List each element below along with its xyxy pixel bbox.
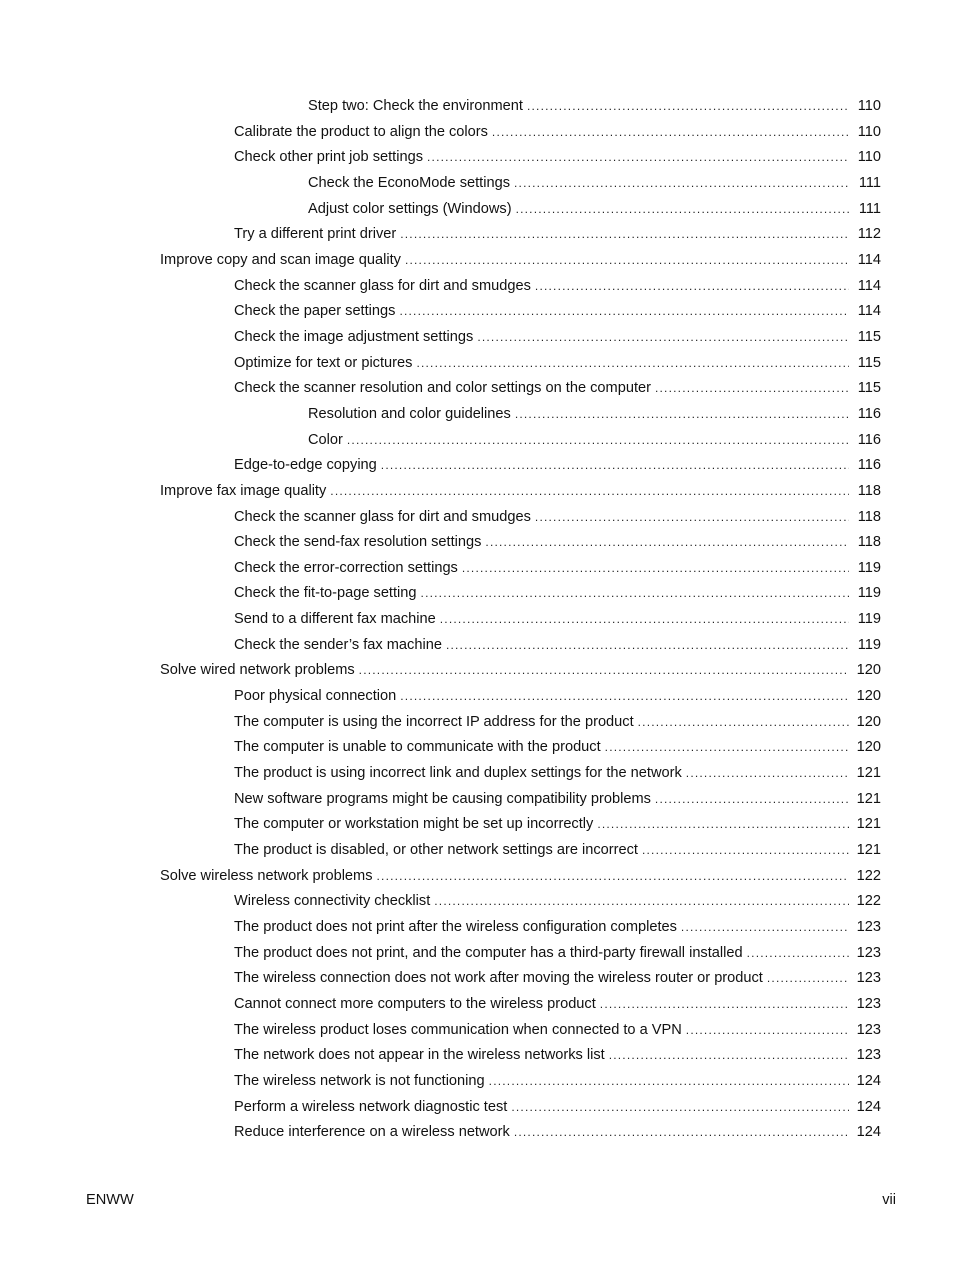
toc-entry-title: Edge-to-edge copying [234,457,377,474]
toc-entry[interactable] [0,889,954,915]
toc-entry-page-number: 116 [857,431,881,448]
toc-dot-leader [421,581,849,607]
toc-entry-title: Wireless connectivity checklist [234,893,431,910]
toc-entry-page-number: 118 [857,534,881,551]
toc-dot-leader [597,812,849,838]
toc-entry[interactable] [0,684,954,710]
toc-entry-title: Perform a wireless network diagnostic test [234,1098,508,1115]
toc-entry-page-number: 123 [856,995,881,1012]
toc-entry[interactable] [0,1095,954,1121]
toc-dot-leader [416,351,849,377]
toc-entry[interactable] [0,222,954,248]
toc-entry-page-number: 115 [857,380,881,397]
toc-entry[interactable] [0,1018,954,1044]
toc-dot-leader [485,530,849,556]
toc-entry-page-number: 111 [858,174,881,191]
toc-entry-title: Improve copy and scan image quality [160,251,401,268]
toc-entry-title: The computer or workstation might be set up incorrectly [234,816,594,833]
toc-entry-page-number: 116 [857,405,881,422]
toc-entry-page-number: 124 [856,1124,881,1141]
toc-dot-leader [535,505,849,531]
toc-entry[interactable] [0,1120,954,1146]
toc-entry[interactable] [0,505,954,531]
toc-dot-leader [535,274,849,300]
toc-entry-title: Check the scanner glass for dirt and smudges [234,277,531,294]
toc-entry[interactable] [0,812,954,838]
toc-entry-title: Check the error-correction settings [234,559,458,576]
toc-entry-title: Improve fax image quality [160,482,327,499]
toc-entry[interactable] [0,556,954,582]
toc-entry-page-number: 123 [856,919,881,935]
toc-entry-page-number: 120 [856,688,881,705]
toc-entry-title: Check the fit-to-page setting [234,585,417,602]
toc-entry[interactable] [0,992,954,1018]
toc-entry-page-number: 121 [856,765,881,782]
toc-entry[interactable] [0,428,954,454]
toc-entry-title: Resolution and color guidelines [308,405,511,422]
toc-entry-page-number: 112 [857,226,881,243]
toc-entry-page-number: 123 [856,970,881,987]
toc-dot-leader [655,376,849,402]
toc-entry-page-number: 111 [858,200,881,217]
footer-page-number: vii [882,1192,896,1208]
toc-dot-leader [514,171,849,197]
toc-dot-leader [330,479,849,505]
toc-entry[interactable] [0,915,954,941]
toc-dot-leader [767,966,849,992]
toc-entry-page-number: 119 [857,559,881,576]
toc-entry-title: The product is disabled, or other network settings are incorrect [234,842,638,859]
toc-entry-title: Solve wireless network problems [160,867,373,884]
toc-entry-title: The product is using incorrect link and duplex settings for the network [234,765,682,782]
toc-dot-leader [609,1043,849,1069]
toc-entry-page-number: 124 [856,1098,881,1115]
toc-entry-page-number: 115 [857,354,881,371]
toc-entry[interactable] [0,941,954,967]
toc-dot-leader [686,761,849,787]
toc-entry-page-number: 120 [856,662,881,679]
toc-entry-title: Send to a different fax machine [234,611,436,628]
toc-entry[interactable] [0,607,954,633]
toc-entry[interactable] [0,94,954,120]
toc-entry[interactable] [0,325,954,351]
toc-entry-title: Optimize for text or pictures [234,354,413,371]
toc-entry-title: Color [308,431,343,448]
toc-entry-page-number: 122 [856,893,881,910]
toc-entry-page-number: 114 [857,251,881,268]
toc-entry[interactable] [0,376,954,402]
toc-entry-title: Check the send-fax resolution settings [234,534,482,551]
toc-entry[interactable] [0,197,954,223]
toc-entry[interactable] [0,145,954,171]
toc-dot-leader [605,735,849,761]
toc-dot-leader [400,222,849,248]
toc-dot-leader [492,120,849,146]
toc-dot-leader [681,915,849,941]
toc-entry-title: Step two: Check the environment [308,98,523,114]
toc-entry-title: Reduce interference on a wireless network [234,1124,510,1141]
toc-dot-leader [347,428,849,454]
toc-dot-leader [359,658,849,684]
toc-dot-leader [600,992,849,1018]
toc-dot-leader [477,325,849,351]
toc-dot-leader [747,941,849,967]
toc-dot-leader [515,402,849,428]
toc-dot-leader [377,864,849,890]
toc-dot-leader [399,299,849,325]
toc-dot-leader [400,684,849,710]
toc-dot-leader [405,248,849,274]
toc-entry[interactable] [0,453,954,479]
toc-entry[interactable] [0,171,954,197]
toc-entry[interactable] [0,530,954,556]
toc-entry-page-number: 110 [857,123,881,140]
toc-entry-title: New software programs might be causing compatibility problems [234,790,651,807]
toc-entry-title: The network does not appear in the wireless networks list [234,1047,605,1064]
toc-dot-leader [511,1095,849,1121]
toc-entry-title: Try a different print driver [234,226,397,243]
toc-dot-leader [686,1018,849,1044]
toc-entry[interactable] [0,299,954,325]
toc-entry-title: Adjust color settings (Windows) [308,200,512,217]
toc-entry[interactable] [0,351,954,377]
toc-entry-title: Check the scanner glass for dirt and smudges [234,508,531,525]
toc-entry-title: The computer is unable to communicate with the product [234,739,601,756]
toc-entry-page-number: 115 [857,328,881,345]
toc-entry-title: The product does not print after the wireless configuration completes [234,919,677,935]
toc-entry-title: Check the image adjustment settings [234,328,474,345]
table-of-contents [0,94,954,1146]
toc-dot-leader [514,1120,849,1146]
toc-entry-page-number: 114 [857,303,881,320]
toc-entry-page-number: 119 [857,611,881,628]
toc-entry-page-number: 123 [856,1021,881,1038]
toc-entry[interactable] [0,248,954,274]
toc-dot-leader [440,607,849,633]
toc-dot-leader [655,787,849,813]
toc-dot-leader [462,556,849,582]
toc-entry-page-number: 120 [856,713,881,730]
toc-entry[interactable] [0,710,954,736]
toc-entry-page-number: 110 [857,98,881,114]
toc-entry-title: Poor physical connection [234,688,397,705]
toc-entry[interactable] [0,838,954,864]
toc-entry-title: The wireless product loses communication when connected to a VPN [234,1021,682,1038]
toc-entry[interactable] [0,120,954,146]
toc-entry[interactable] [0,274,954,300]
toc-entry[interactable] [0,479,954,505]
toc-entry[interactable] [0,761,954,787]
toc-dot-leader [489,1069,849,1095]
toc-entry-page-number: 123 [856,1047,881,1064]
toc-entry[interactable] [0,1043,954,1069]
toc-entry-page-number: 121 [856,790,881,807]
toc-entry-title: Solve wired network problems [160,662,355,679]
toc-entry-title: Check the paper settings [234,303,396,320]
toc-entry[interactable] [0,402,954,428]
toc-entry[interactable] [0,787,954,813]
toc-dot-leader [434,889,849,915]
toc-dot-leader [516,197,849,223]
toc-entry-page-number: 119 [857,585,881,602]
toc-dot-leader [527,94,849,120]
toc-entry[interactable] [0,658,954,684]
toc-entry-page-number: 118 [857,508,881,525]
toc-entry-page-number: 124 [856,1072,881,1089]
toc-dot-leader [642,838,849,864]
toc-entry-title: The computer is using the incorrect IP address for the product [234,713,634,730]
toc-entry[interactable] [0,1069,954,1095]
toc-entry-title: Check the sender’s fax machine [234,636,442,653]
toc-entry-title: The wireless connection does not work after moving the wireless router or product [234,970,763,987]
toc-dot-leader [427,145,849,171]
toc-entry-title: The wireless network is not functioning [234,1072,485,1089]
toc-entry[interactable] [0,966,954,992]
toc-entry-page-number: 119 [857,636,881,653]
toc-entry-page-number: 121 [856,842,881,859]
toc-entry-page-number: 110 [857,149,881,166]
toc-dot-leader [446,633,849,659]
toc-entry[interactable] [0,735,954,761]
toc-entry-title: Check other print job settings [234,149,424,166]
toc-entry-page-number: 116 [857,457,881,474]
toc-entry-title: The product does not print, and the computer has a third-party firewall installed [234,944,743,961]
toc-dot-leader [638,710,849,736]
toc-entry-title: Cannot connect more computers to the wireless product [234,995,596,1012]
toc-entry-page-number: 121 [856,816,881,833]
toc-entry-page-number: 123 [856,944,881,961]
footer-doc-code: ENWW [86,1192,134,1208]
toc-entry[interactable] [0,633,954,659]
toc-dot-leader [381,453,849,479]
toc-entry-page-number: 118 [857,482,881,499]
toc-entry-title: Check the scanner resolution and color settings on the computer [234,380,651,397]
toc-entry-page-number: 120 [856,739,881,756]
toc-entry-page-number: 114 [857,277,881,294]
toc-entry[interactable] [0,581,954,607]
toc-entry[interactable] [0,864,954,890]
toc-entry-title: Calibrate the product to align the colors [234,123,488,140]
toc-entry-title: Check the EconoMode settings [308,174,510,191]
toc-entry-page-number: 122 [856,867,881,884]
